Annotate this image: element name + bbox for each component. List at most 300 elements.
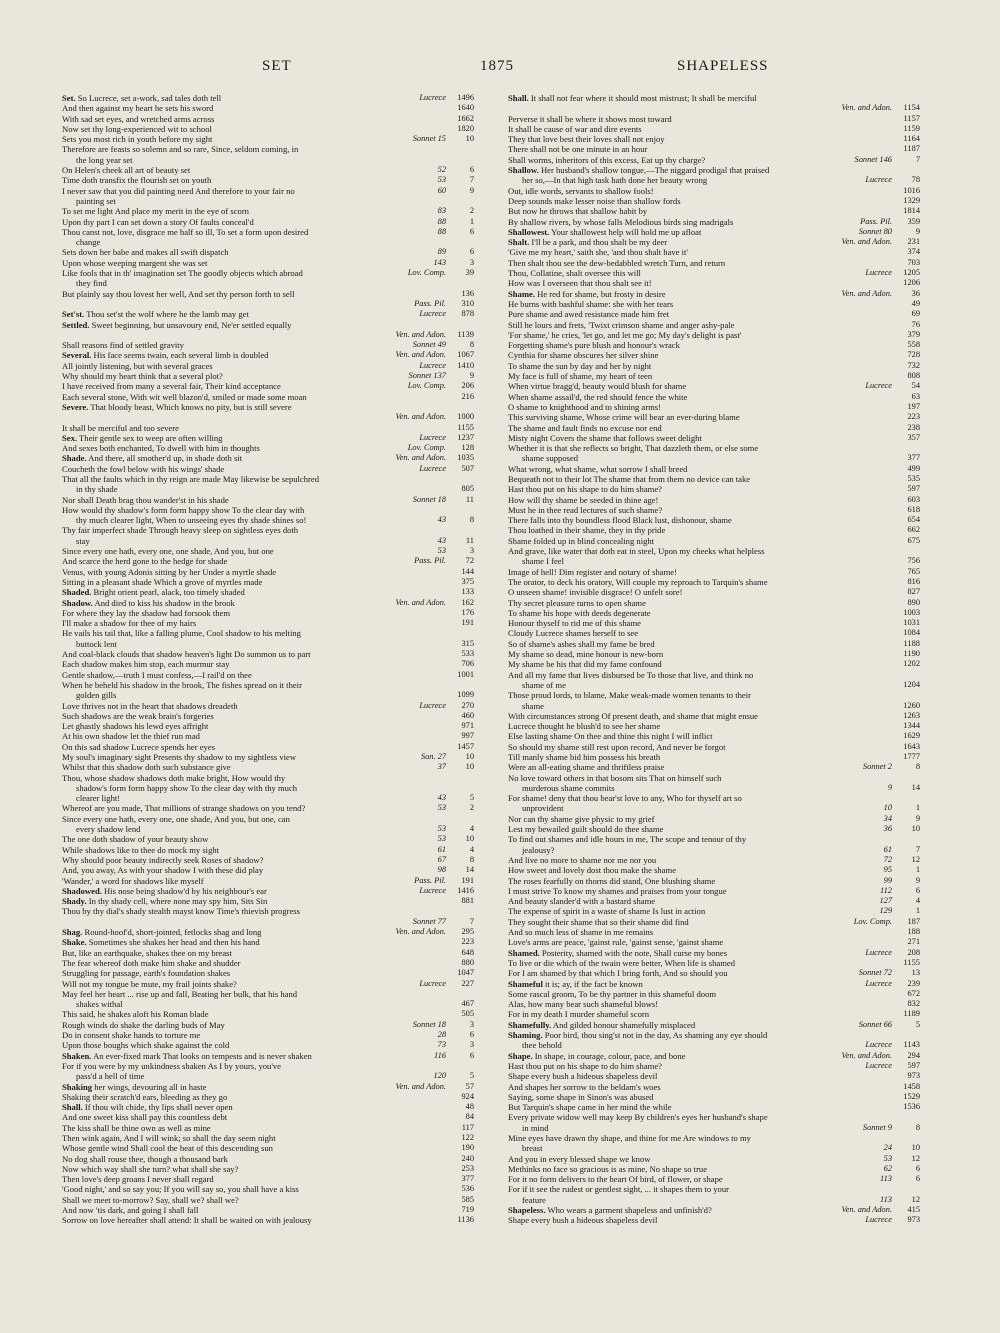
concordance-line xyxy=(62,1092,474,1102)
concordance-line xyxy=(508,803,920,813)
concordance-line xyxy=(62,1215,474,1225)
line-number: 597 xyxy=(907,1060,920,1070)
source-reference: Lucrece xyxy=(419,432,446,442)
source-reference: Sonnet 66 xyxy=(858,1019,892,1029)
concordance-line xyxy=(508,423,920,433)
line-number: 460 xyxy=(461,710,474,720)
concordance-line xyxy=(508,711,920,721)
quotation-text: Lucrece thought he blush'd to see her shame xyxy=(508,721,661,732)
quotation-text: By shallow rivers, by whose falls Melodious birds sing madrigals xyxy=(508,216,734,227)
quotation-text: All jointly listening, but with several graces xyxy=(62,360,213,371)
line-number: 5 xyxy=(469,1071,474,1081)
source-reference: 43 xyxy=(437,535,446,545)
concordance-line xyxy=(508,371,920,381)
concordance-entry-headword-line xyxy=(62,320,474,330)
quotation-text: And there, all smother'd up, in shade doth sit xyxy=(86,453,243,464)
quotation-text: With circumstances strong Of present death, and shame that might ensue xyxy=(508,710,758,721)
concordance-line xyxy=(508,690,920,700)
concordance-line xyxy=(508,1184,920,1194)
quotation-text: On this sad shadow Lucrece spends her eyes xyxy=(62,741,215,752)
concordance-line xyxy=(62,206,474,216)
concordance-line xyxy=(62,464,474,474)
concordance-line xyxy=(62,793,474,803)
concordance-line xyxy=(508,1102,920,1112)
quotation-text: Cynthia for shame obscures her silver shine xyxy=(508,350,659,361)
quotation-text: And all my fame that lives disbursed be To those that live, and think no xyxy=(508,669,754,680)
line-number: 1329 xyxy=(903,195,920,205)
quotation-text: Thy secret pleasure turns to open shame xyxy=(508,597,646,608)
concordance-line xyxy=(508,114,920,124)
quotation-text: The roses fearfully on thorns did stand, One blushing shame xyxy=(508,875,716,886)
concordance-entry-headword-line xyxy=(508,948,920,958)
quotation-text: golden gills xyxy=(76,690,117,701)
line-number: 1001 xyxy=(457,669,474,679)
concordance-line xyxy=(508,361,920,371)
line-number: 597 xyxy=(907,484,920,494)
concordance-line xyxy=(62,258,474,268)
source-reference: 95 xyxy=(883,865,892,875)
line-number: 648 xyxy=(461,947,474,957)
line-number: 117 xyxy=(461,1122,474,1132)
concordance-line xyxy=(62,381,474,391)
line-number: 467 xyxy=(461,999,474,1009)
line-number: 128 xyxy=(461,443,474,453)
concordance-entry-headword-line xyxy=(508,237,920,247)
source-reference: 10 xyxy=(883,803,892,813)
line-number: 1629 xyxy=(903,731,920,741)
quotation-text: But plainly say thou lovest her well, And set thy person forth to sell xyxy=(62,288,295,299)
concordance-line xyxy=(62,1184,474,1194)
line-number: 122 xyxy=(461,1132,474,1142)
quotation-text: At his own shadow let the thief run mad xyxy=(62,731,200,742)
line-number: 1189 xyxy=(903,1009,920,1019)
line-number: 2 xyxy=(469,803,474,813)
concordance-line xyxy=(508,268,920,278)
quotation-text: Love's arms are peace, 'gainst rule, 'gainst sense, 'gainst shame xyxy=(508,937,724,948)
source-reference: 88 xyxy=(437,226,446,236)
quotation-text: In shape, in courage, colour, pace, and bone xyxy=(532,1050,686,1061)
quotation-text: Therefore are feasts so solemn and so rare, Since, seldom coming, in xyxy=(62,144,299,155)
source-reference: 120 xyxy=(433,1071,446,1081)
headword: Shade. xyxy=(62,453,87,464)
line-number: 7 xyxy=(469,916,474,926)
quotation-text: And shapes her sorrow to the beldam's woes xyxy=(508,1081,661,1092)
quotation-text: When shame assail'd, the red should fence the white xyxy=(508,391,688,402)
line-number: 808 xyxy=(907,371,920,381)
line-number: 1202 xyxy=(903,659,920,669)
quotation-text: Her husband's shallow tongue,—The niggard prodigal that praised xyxy=(538,165,770,176)
quotation-text: Shape every bush a hideous shapeless devil xyxy=(508,1071,658,1082)
quotation-text: Thou, Collatine, shalt oversee this will xyxy=(508,268,641,279)
quotation-text: Bequeath not to their lot The shame that from them no device can take xyxy=(508,473,751,484)
line-number: 997 xyxy=(461,731,474,741)
quotation-text: shadow's form form happy show To the clear day with thy much xyxy=(76,782,298,793)
line-number: 223 xyxy=(461,937,474,947)
source-reference: Ven. and Adon. xyxy=(841,288,892,298)
quotation-text: While shadows like to thee do mock my sight xyxy=(62,844,220,855)
line-number: 1458 xyxy=(903,1081,920,1091)
source-reference: 52 xyxy=(437,165,446,175)
concordance-line xyxy=(62,175,474,185)
concordance-entry-headword-line xyxy=(62,896,474,906)
concordance-line xyxy=(508,680,920,690)
source-reference: Pass. Pil. xyxy=(414,298,446,308)
concordance-line xyxy=(508,340,920,350)
concordance-line xyxy=(508,320,920,330)
concordance-line xyxy=(62,443,474,453)
concordance-line xyxy=(508,886,920,896)
source-reference: Sonnet 18 xyxy=(412,1019,446,1029)
concordance-entry-headword-line xyxy=(62,1051,474,1061)
quotation-text: Posterity, shamed with the note, Shall curse my bones xyxy=(539,947,728,958)
source-reference: Pass. Pil. xyxy=(860,216,892,226)
source-reference: Ven. and Adon. xyxy=(395,412,446,422)
quotation-text: This surviving shame, Whose crime will bear an ever-during blame xyxy=(508,412,740,423)
concordance-line xyxy=(62,474,474,484)
line-number: 1344 xyxy=(903,721,920,731)
concordance-entry-headword-line xyxy=(62,927,474,937)
concordance-line xyxy=(62,773,474,783)
source-reference: 43 xyxy=(437,793,446,803)
source-reference: Sonnet 15 xyxy=(412,134,446,144)
concordance-line xyxy=(508,793,920,803)
quotation-text: They that love best their loves shall not enjoy xyxy=(508,134,665,145)
source-reference: 73 xyxy=(437,1040,446,1050)
line-number: 206 xyxy=(461,381,474,391)
source-reference: Lov. Comp. xyxy=(407,381,446,391)
concordance-line xyxy=(508,546,920,556)
quotation-text: Their gentle sex to weep are often willing xyxy=(77,432,223,443)
quotation-text: Struggling for passage, earth's foundation shakes xyxy=(62,968,231,979)
concordance-line xyxy=(62,649,474,659)
concordance-entry-headword-line xyxy=(508,1051,920,1061)
concordance-line xyxy=(62,340,474,350)
quotation-text: Lest my bewailed guilt should do thee shame xyxy=(508,824,664,835)
headword: Shame. xyxy=(508,288,535,299)
line-number: 10 xyxy=(465,762,474,772)
concordance-entry-headword-line xyxy=(508,93,920,103)
source-reference: Sonnet 137 xyxy=(408,371,446,381)
source-reference: Pass. Pil. xyxy=(414,875,446,885)
quotation-text: unprovident xyxy=(522,803,564,814)
quotation-text: Whilst that this shadow doth such substance give xyxy=(62,762,231,773)
concordance-line xyxy=(62,618,474,628)
concordance-line xyxy=(62,1174,474,1184)
quotation-text: And, you away, As with your shadow I with these did play xyxy=(62,865,264,876)
concordance-line xyxy=(508,443,920,453)
concordance-line xyxy=(508,1040,920,1050)
line-number: 270 xyxy=(461,700,474,710)
quotation-text: To shame his hope with deeds degenerate xyxy=(508,607,651,618)
quotation-text: Upon thy part I can set down a story Of faults conceal'd xyxy=(62,216,254,227)
quotation-text: And you in every blessed shape we know xyxy=(508,1153,651,1164)
line-number: 9 xyxy=(469,185,474,195)
quotation-text: Poor bird, thou sing'st not in the day, As shaming any eye should xyxy=(542,1030,768,1041)
line-number: 973 xyxy=(907,1071,920,1081)
concordance-line xyxy=(62,979,474,989)
line-number: 1814 xyxy=(903,206,920,216)
line-number: 1035 xyxy=(457,453,474,463)
quotation-text: shakes withal xyxy=(76,999,123,1010)
concordance-line xyxy=(508,1112,920,1122)
line-number: 7 xyxy=(915,154,920,164)
line-number: 9 xyxy=(469,371,474,381)
line-number: 375 xyxy=(461,576,474,586)
source-reference: Lucrece xyxy=(865,1215,892,1225)
quotation-text: Upon those boughs which shake against the cold xyxy=(62,1040,230,1051)
quotation-text: My face is full of shame, my heart of teen xyxy=(508,371,653,382)
source-reference: Sonnet 49 xyxy=(412,340,446,350)
concordance-line xyxy=(62,1030,474,1040)
concordance-line xyxy=(508,144,920,154)
quotation-text: Why should poor beauty indirectly seek Roses of shadow? xyxy=(62,854,264,865)
concordance-line xyxy=(62,948,474,958)
quotation-text: And then against my heart he sets his sword xyxy=(62,103,214,114)
headword: Shag. xyxy=(62,927,83,938)
concordance-line xyxy=(62,855,474,865)
source-reference: Lov. Comp. xyxy=(407,268,446,278)
quotation-text: Thou, whose shadow shadows doth make bright, How would thy xyxy=(62,772,286,783)
line-number: 832 xyxy=(907,999,920,1009)
quotation-text: Must he in thee read lectures of such shame? xyxy=(508,504,663,515)
quotation-text: Shall reasons find of settled gravity xyxy=(62,340,184,351)
concordance-line xyxy=(508,1123,920,1133)
source-reference: 67 xyxy=(437,854,446,864)
quotation-text: And sexes both enchanted, To dwell with him in thoughts xyxy=(62,443,260,454)
line-number: 1237 xyxy=(457,432,474,442)
headword: Shady. xyxy=(62,896,87,907)
concordance-line xyxy=(508,845,920,855)
concordance-line xyxy=(508,917,920,927)
line-number: 1157 xyxy=(903,113,920,123)
line-number: 8 xyxy=(469,854,474,864)
source-reference: Lucrece xyxy=(419,463,446,473)
concordance-line xyxy=(508,927,920,937)
concordance-line xyxy=(62,968,474,978)
quotation-text: That all the faults which in thy reign are made May likewise be sepulchred xyxy=(62,473,320,484)
quotation-text: Nor can thy shame give physic to my grief xyxy=(508,813,655,824)
concordance-line xyxy=(62,484,474,494)
line-number: 1154 xyxy=(903,103,920,113)
line-number: 6 xyxy=(469,1030,474,1040)
concordance-line xyxy=(508,896,920,906)
line-number: 1496 xyxy=(457,93,474,102)
quotation-text: Some rascal groom, To be thy partner in this shameful doom xyxy=(508,988,717,999)
quotation-text: The orator, to deck his oratory, Will couple my reproach to Tarquin's shame xyxy=(508,576,768,587)
quotation-text: Nor shall Death brag thou wander'st in his shade xyxy=(62,494,229,505)
line-number: 6 xyxy=(469,247,474,257)
line-number: 881 xyxy=(461,896,474,906)
headword: Set'st. xyxy=(62,309,85,320)
quotation-text: No love toward others in that bosom sits That on himself such xyxy=(508,772,722,783)
headword: Several. xyxy=(62,350,92,361)
source-reference: 98 xyxy=(437,865,446,875)
concordance-line xyxy=(508,1082,920,1092)
line-number: 76 xyxy=(911,319,920,329)
line-number: 14 xyxy=(465,865,474,875)
line-number: 133 xyxy=(461,587,474,597)
line-number: 1529 xyxy=(903,1091,920,1101)
concordance-line xyxy=(508,598,920,608)
quotation-text: An ever-fixed mark That looks on tempests and is never shaken xyxy=(91,1050,312,1061)
quotation-text: change xyxy=(76,237,101,248)
quotation-text: My shame so dead, mine honour is new-born xyxy=(508,649,664,660)
concordance-line xyxy=(62,525,474,535)
line-number: 1099 xyxy=(457,690,474,700)
concordance-line xyxy=(62,917,474,927)
headword: Set. xyxy=(62,93,76,103)
source-reference: Lucrece xyxy=(419,309,446,319)
source-reference: 53 xyxy=(883,1153,892,1163)
line-number: 535 xyxy=(907,473,920,483)
quotation-text: Sitting in a pleasant shade Which a grove of myrtles made xyxy=(62,576,263,587)
concordance-line xyxy=(508,1092,920,1102)
quotation-text: On Helen's cheek all art of beauty set xyxy=(62,165,191,176)
concordance-line xyxy=(62,752,474,762)
line-number: 8 xyxy=(915,762,920,772)
line-number: 48 xyxy=(465,1102,474,1112)
concordance-line xyxy=(508,278,920,288)
quotation-text: And coal-black clouds that shadow heaven's light Do summon us to part xyxy=(62,649,311,660)
concordance-entry-headword-line xyxy=(62,453,474,463)
concordance-line xyxy=(508,134,920,144)
source-reference: 83 xyxy=(437,206,446,216)
quotation-text: Then wink again, And I will wink; so shall the day seem night xyxy=(62,1132,276,1143)
concordance-line xyxy=(62,124,474,134)
source-reference: 53 xyxy=(437,824,446,834)
quotation-text: in thy shade xyxy=(76,484,118,495)
concordance-line xyxy=(62,247,474,257)
concordance-line xyxy=(508,155,920,165)
quotation-text: Shall we meet to-morrow? Say, shall we? shall we? xyxy=(62,1194,239,1205)
concordance-line xyxy=(62,268,474,278)
quotation-text: Each shadow makes him stop, each murmur stay xyxy=(62,659,230,670)
concordance-line xyxy=(62,628,474,638)
concordance-line xyxy=(508,670,920,680)
concordance-line xyxy=(508,834,920,844)
concordance-line xyxy=(508,659,920,669)
quotation-text: shame of me xyxy=(522,679,566,690)
quotation-text: To find out shames and idle hours in me, The scope and tenour of thy xyxy=(508,834,747,845)
quotation-text: And scarce the herd gone to the hedge for shade xyxy=(62,556,228,567)
concordance-line xyxy=(508,175,920,185)
source-reference: 28 xyxy=(437,1030,446,1040)
line-number: 63 xyxy=(911,391,920,401)
line-number: 54 xyxy=(911,381,920,391)
concordance-line xyxy=(62,814,474,824)
concordance-line xyxy=(508,206,920,216)
source-reference: 53 xyxy=(437,175,446,185)
concordance-entry-headword-line xyxy=(62,402,474,412)
concordance-line xyxy=(508,196,920,206)
source-reference: 129 xyxy=(879,906,892,916)
line-number: 8 xyxy=(915,1122,920,1132)
source-reference: 43 xyxy=(437,515,446,525)
source-reference: 72 xyxy=(883,854,892,864)
headword: Settled. xyxy=(62,319,90,330)
quotation-text: Why should my heart think that a several plot? xyxy=(62,371,223,382)
quotation-text: every shadow lend xyxy=(76,824,141,835)
quotation-text: They sought their shame that so their shame did find xyxy=(508,916,689,927)
quotation-text: The fear whereof doth make him shake and shudder xyxy=(62,957,241,968)
concordance-entry-headword-line xyxy=(62,1082,474,1092)
concordance-line xyxy=(62,567,474,577)
concordance-line xyxy=(62,731,474,741)
concordance-line xyxy=(508,453,920,463)
line-number: 654 xyxy=(907,515,920,525)
line-number: 310 xyxy=(461,298,474,308)
quotation-text: Now set thy long-experienced wit to school xyxy=(62,123,212,134)
concordance-line xyxy=(508,1133,920,1143)
quotation-text: My shame be his that did my fame confound xyxy=(508,659,662,670)
quotation-text: Saying, some shape in Sinon's was abused xyxy=(508,1091,654,1102)
headword: Shamed. xyxy=(508,947,540,958)
concordance-line xyxy=(62,1123,474,1133)
concordance-line xyxy=(508,628,920,638)
line-number: 240 xyxy=(461,1153,474,1163)
quotation-text: Time doth transfix the flourish set on youth xyxy=(62,175,212,186)
line-number: 1263 xyxy=(903,710,920,720)
quotation-text: 'Give me my heart,' saith she, 'and thou shalt have it' xyxy=(508,247,688,258)
line-number: 7 xyxy=(469,175,474,185)
line-number: 6 xyxy=(469,226,474,236)
quotation-text: And beauty slander'd with a bastard shame xyxy=(508,896,656,907)
source-reference: Lov. Comp. xyxy=(407,443,446,453)
concordance-entry-headword-line xyxy=(508,979,920,989)
line-number: 1204 xyxy=(903,679,920,689)
quotation-text: Let ghastly shadows his lewd eyes affright xyxy=(62,721,209,732)
headword: Shapeless. xyxy=(508,1205,546,1216)
line-number: 6 xyxy=(915,885,920,895)
concordance-line xyxy=(62,165,474,175)
source-reference: Lucrece xyxy=(419,360,446,370)
source-reference: Sonnet 9 xyxy=(862,1122,892,1132)
page-number: 1875 xyxy=(480,58,514,74)
line-number: 12 xyxy=(911,1153,920,1163)
concordance-line xyxy=(508,721,920,731)
concordance-line xyxy=(62,711,474,721)
concordance-entry-headword-line xyxy=(62,1102,474,1112)
concordance-entry-headword-line xyxy=(62,587,474,597)
quotation-text: they find xyxy=(76,278,107,289)
quotation-text: stay xyxy=(76,535,90,546)
quotation-text: If thou wilt chide, thy lips shall never open xyxy=(82,1102,233,1113)
concordance-entry-headword-line xyxy=(62,350,474,360)
quotation-text: Will not my tongue be mute, my frail joints shake? xyxy=(62,978,237,989)
line-number: 69 xyxy=(911,309,920,319)
line-number: 533 xyxy=(461,649,474,659)
quotation-text: No dog shall rouse thee, though a thousand bark xyxy=(62,1153,228,1164)
concordance-entry-headword-line xyxy=(508,165,920,175)
line-number: 295 xyxy=(461,927,474,937)
concordance-line xyxy=(508,1143,920,1153)
line-number: 505 xyxy=(461,1009,474,1019)
quotation-text: He burns with bashful shame: she with her tears xyxy=(508,298,674,309)
concordance-line xyxy=(62,999,474,1009)
quotation-text: her so,—In that high task hath done her beauty wrong xyxy=(522,175,708,186)
concordance-line xyxy=(508,989,920,999)
line-number: 374 xyxy=(907,247,920,257)
line-number: 9 xyxy=(915,226,920,236)
concordance-line xyxy=(508,701,920,711)
concordance-line xyxy=(508,247,920,257)
quotation-text: So of shame's ashes shall my fame be bred xyxy=(508,638,655,649)
source-reference: 53 xyxy=(437,834,446,844)
concordance-line xyxy=(62,1020,474,1030)
source-reference: Lucrece xyxy=(865,1060,892,1070)
line-number: 176 xyxy=(461,607,474,617)
headword: Shaming. xyxy=(508,1030,543,1041)
